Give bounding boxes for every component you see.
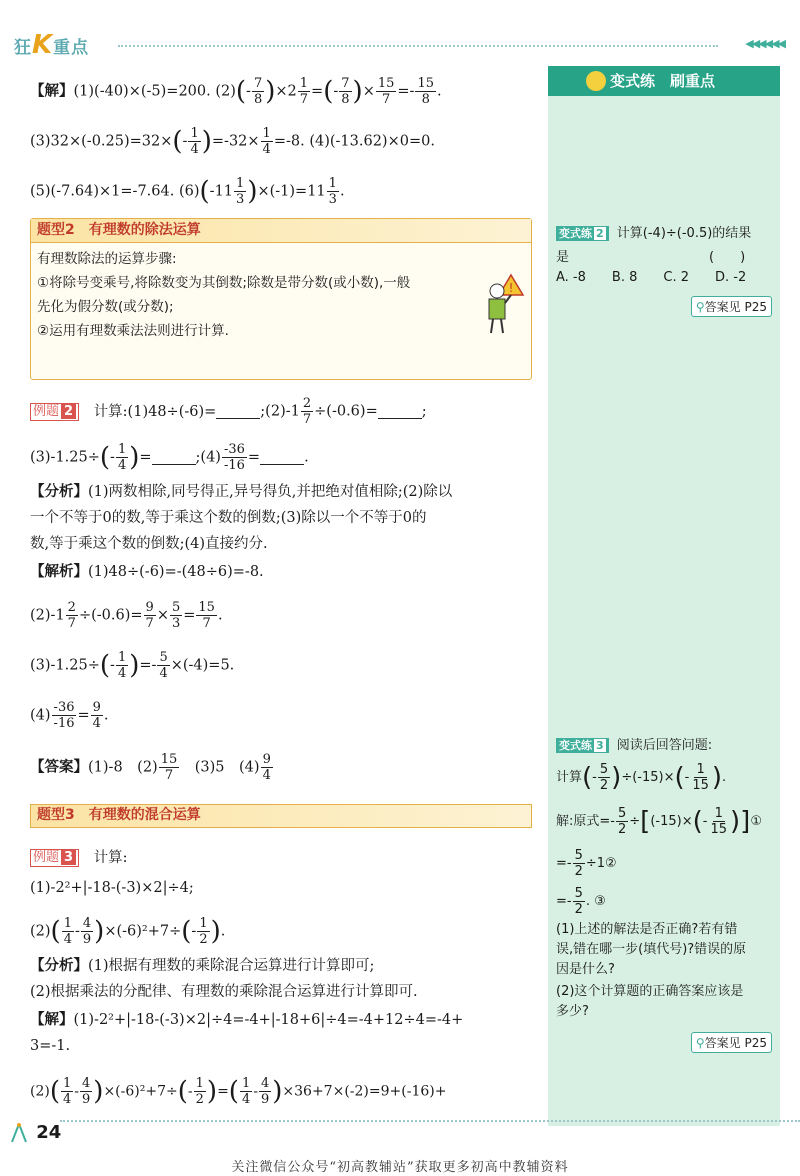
- example2-question-2: (3)-1.25÷(- $\frac{1}{4}$ )= ;(4) $\frac{-36}{-16}$ = .: [30, 442, 309, 473]
- example2-question-1: 例题 2 计算:(1)48÷(-6)= ;(2)-1 $\frac{2}{7}$ ÷(-0.6)= ;: [30, 396, 427, 427]
- practice-panel-header: 变式练 刷重点: [548, 66, 780, 96]
- option-b[interactable]: B. 8: [611, 270, 638, 285]
- variant3-step-3: =- $\frac{5}{2}$ . ③: [556, 886, 606, 917]
- lightbulb-icon: [586, 71, 606, 91]
- solution-line-1: 【解】(1)(-40)×(-5)=200. (2)(- $\frac{7}{8}$ )×2 $\frac{1}{7}$ =(- $\frac{7}{8}$ )× $\frac{15}{7}$ =- $\frac{15}{8}$ .: [30, 76, 442, 107]
- header-arrows-icon: ◀◀◀◀◀◀: [745, 37, 784, 50]
- variant3-prompt-1: (1)上述的解法是否正确?若有错: [556, 922, 738, 937]
- example2-answer: 【答案】(1)-8 (2) $\frac{15}{7}$ (3)5 (4) $\frac{9}{4}$: [30, 752, 271, 783]
- pin-icon: ⚲: [695, 1036, 705, 1050]
- example3-question-2: (2)( $\frac{1}{4}$ - $\frac{4}{9}$ )×(-6)²+7÷(- $\frac{1}{2}$ ).: [30, 916, 226, 947]
- option-c[interactable]: C. 2: [663, 270, 689, 285]
- page-number: 24: [8, 1122, 61, 1144]
- solution-line-3: (5)(-7.64)×1=-7.64. (6)(-11 $\frac{1}{3}$ )×(-1)=11 $\frac{1}{3}$ .: [30, 176, 345, 207]
- variant3-prompt-2: 误,错在哪一步(填代号)?错误的原: [556, 942, 747, 957]
- example2-jiexi-4: (4) $\frac{-36}{-16}$ = $\frac{9}{4}$ .: [30, 700, 109, 731]
- example3-solution-1: 【解】(1)-2²+|-18-(-3)×2|÷4=-4+|-18+6|÷4=-4+12÷4=-4+: [30, 1012, 464, 1028]
- type2-line-1: 有理数除法的运算步骤:: [37, 251, 177, 267]
- option-d[interactable]: D. -2: [715, 270, 747, 285]
- example2-jiexi-1: 【解析】(1)48÷(-6)=-(48÷6)=-8.: [30, 564, 264, 580]
- variant3-header: 变式练 3 阅读后回答问题:: [556, 734, 712, 753]
- example3-analysis-1: 【分析】(1)根据有理数的乘除混合运算进行计算即可;: [30, 958, 375, 974]
- variant2-options: [556, 270, 746, 285]
- example3-analysis-2: (2)根据乘法的分配律、有理数的乘除混合运算进行计算即可.: [30, 984, 418, 1000]
- variant2-question-line-2: 是 ( ): [556, 250, 746, 265]
- type2-line-2: ①将除号变乘号,将除数变为其倒数;除数是带分数(或小数),一般: [37, 275, 411, 291]
- example3-solution-1b: 3=-1.: [30, 1038, 71, 1054]
- type2-line-3: 先化为假分数(或分数);: [37, 299, 174, 315]
- example2-analysis-3: 数,等于乘这个数的倒数;(4)直接约分.: [30, 536, 268, 552]
- worker-warning-icon: [481, 273, 525, 335]
- variant3-step-2: =- $\frac{5}{2}$ ÷1②: [556, 848, 617, 879]
- example2-analysis-2: 一个不等于0的数,等于乘这个数的倒数;(3)除以一个不等于0的: [30, 510, 427, 526]
- brand-logo: 狂K重点: [14, 30, 90, 60]
- solution-line-2: (3)32×(-0.25)=32×(- $\frac{1}{4}$ )=-32× $\frac{1}{4}$ =-8. (4)(-13.62)×0=0.: [30, 126, 435, 157]
- type2-box: [30, 218, 532, 380]
- variant2-question-line-1: 变式练 2 计算(-4)÷(-0.5)的结果: [556, 222, 751, 241]
- footer-text: 关注微信公众号“初高教辅站”获取更多初高中教辅资料: [231, 1160, 569, 1175]
- variant3-prompt-4: (2)这个计算题的正确答案应该是: [556, 984, 744, 999]
- variant3-step-1: 解:原式=- $\frac{5}{2}$ ÷[(-15)×(- $\frac{1}{15}$ )]①: [556, 806, 762, 837]
- type3-title: 题型3 有理数的混合运算: [30, 804, 532, 828]
- variant2-tag: 变式练 2: [556, 226, 609, 241]
- pin-icon: ⚲: [695, 300, 705, 314]
- variant3-tag: 变式练 3: [556, 738, 609, 753]
- example3-solution-2: (2)( $\frac{1}{4}$ - $\frac{4}{9}$ )×(-6)²+7÷(- $\frac{1}{2}$ )=( $\frac{1}{4}$ - $\frac{4}{9}$ )×36+7×(-2)=9+(-16)+: [30, 1076, 447, 1107]
- svg-text:!: !: [508, 281, 514, 295]
- footer-divider: [60, 1120, 800, 1122]
- example2-analysis-1: 【分析】(1)两数相除,同号得正,异号得负,并把绝对值相除;(2)除以: [30, 484, 453, 500]
- example3-header: 例题 3 计算:: [30, 848, 128, 868]
- variant2-answer-link[interactable]: ⚲答案见 P25: [691, 296, 772, 317]
- example2-jiexi-2: (2)-1 $\frac{2}{7}$ ÷(-0.6)= $\frac{9}{7}$ × $\frac{5}{3}$ = $\frac{15}{7}$ .: [30, 600, 223, 631]
- example3-question-1: (1)-2²+|-18-(-3)×2|÷4;: [30, 880, 194, 896]
- variant3-prompt-5: 多少?: [556, 1004, 589, 1019]
- practice-panel: [548, 66, 780, 1126]
- example2-tag: 例题 2: [30, 403, 79, 421]
- variant3-answer-link[interactable]: ⚲答案见 P25: [691, 1032, 772, 1053]
- type2-title: 题型2 有理数的除法运算: [31, 219, 531, 243]
- variant3-calc: 计算(- $\frac{5}{2}$ )÷(-15)×(- $\frac{1}{15}$ ).: [556, 762, 727, 793]
- header-divider: [118, 45, 718, 47]
- example3-tag: 例题 3: [30, 849, 79, 867]
- option-a[interactable]: A. -8: [556, 270, 586, 285]
- variant3-prompt-3: 因是什么?: [556, 962, 615, 977]
- example2-jiexi-3: (3)-1.25÷(- $\frac{1}{4}$ )=- $\frac{5}{4}$ ×(-4)=5.: [30, 650, 235, 681]
- compass-icon: [8, 1122, 30, 1144]
- type2-line-4: ②运用有理数乘法法则进行计算.: [37, 323, 229, 339]
